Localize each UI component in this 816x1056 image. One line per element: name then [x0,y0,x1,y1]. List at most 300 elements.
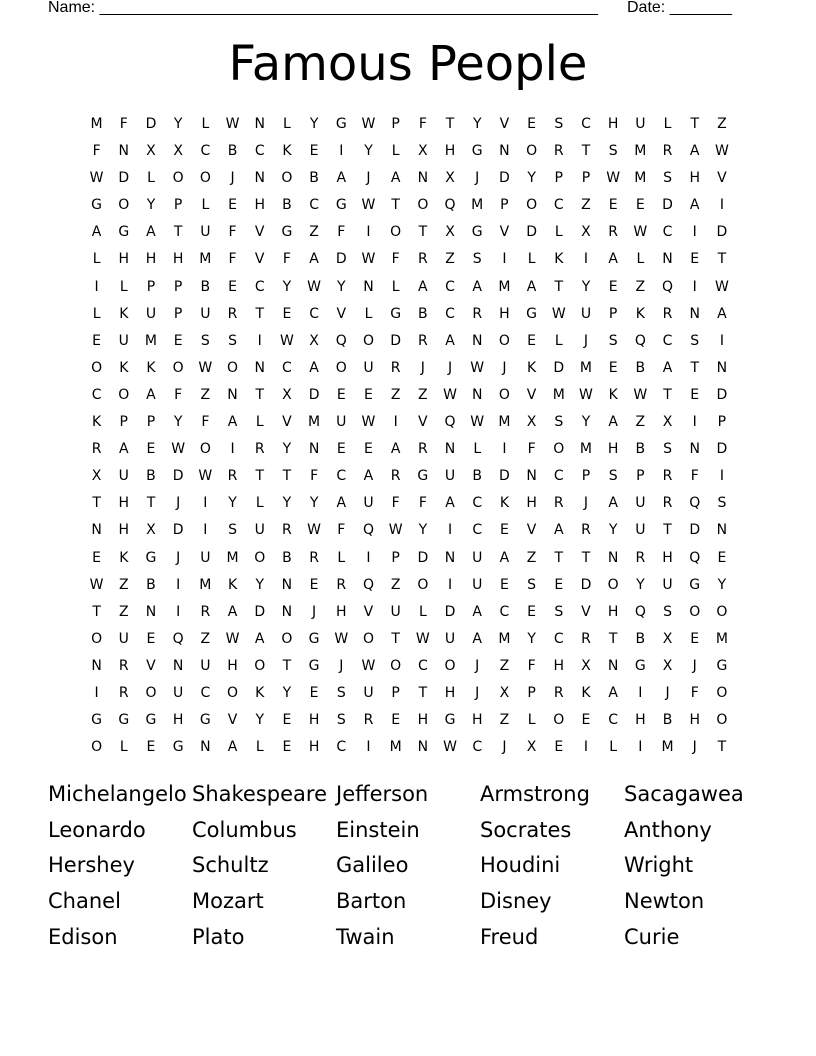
grid-letter: Z [200,630,211,647]
grid-letter: L [201,116,210,132]
grid-letter: I [203,495,208,512]
grid-letter: N [689,305,700,322]
grid-letter: J [475,684,480,701]
grid-letter: O [689,603,701,620]
grid-letter: N [363,278,374,295]
grid-letter: G [471,143,483,160]
grid-letter: W [198,468,213,485]
grid-letter: K [581,684,591,701]
grid-letter: M [144,332,158,349]
grid-letter: U [662,576,673,593]
word-list-item: Freud [480,924,539,949]
grid-letter: X [581,657,591,674]
grid-letter: B [200,278,211,295]
grid-letter: B [146,468,156,485]
word-list-item: Newton [624,889,705,914]
grid-letter: U [472,576,483,593]
grid-letter: B [146,576,156,593]
grid-letter: J [447,359,453,376]
grid-letter: Z [118,603,129,620]
grid-letter: D [662,197,673,214]
grid-letter: N [281,603,293,620]
grid-letter: T [418,224,428,241]
word-list-item: Galileo [336,853,409,878]
grid-row [83,736,736,763]
grid-letter: W [279,332,294,349]
grid-letter: O [498,332,510,349]
grid-letter: R [417,251,428,268]
grid-letter: E [336,386,346,403]
grid-letter: N [471,332,483,349]
grid-letter: O [390,224,402,241]
word-list-item: Socrates [480,817,572,842]
grid-letter: F [418,116,427,132]
grid-letter: F [310,468,319,485]
grid-letter: O [91,359,103,376]
grid-letter: Z [309,224,319,241]
grid-letter: D [308,386,320,403]
grid-letter: O [607,576,619,593]
grid-letter: Y [255,576,264,593]
grid-letter: H [444,684,456,701]
grid-letter: W [551,305,566,322]
grid-letter: M [199,251,212,268]
grid-letter: T [391,630,400,647]
grid-letter: X [499,684,510,701]
grid-letter: A [662,359,673,376]
grid-letter: A [472,278,482,295]
grid-letter: M [579,359,593,376]
grid-letter: I [176,576,181,593]
grid-letter: S [336,712,346,729]
grid-letter: R [390,468,401,485]
grid-letter: H [227,657,238,674]
grid-row [83,276,736,303]
grid-letter: Z [499,712,510,729]
grid-letter: J [312,603,317,620]
grid-letter: G [91,197,103,214]
grid-letter: T [581,549,591,566]
grid-letter: W [307,278,322,295]
grid-letter: S [690,332,700,349]
word-list-item: Twain [336,924,395,949]
grid-letter: N [444,441,456,458]
grid-letter: A [254,630,265,647]
grid-letter: U [118,630,129,647]
grid-letter: M [199,576,212,593]
grid-letter: U [444,468,456,485]
grid-letter: X [91,468,102,485]
grid-row [83,303,736,330]
grid-letter: A [717,305,727,322]
grid-letter: A [418,278,428,295]
grid-letter: O [227,359,239,376]
grid-letter: F [527,657,536,674]
grid-letter: G [308,630,320,647]
word-list-item: Michelangelo [48,782,187,806]
grid-letter: O [362,332,374,349]
page-title: Famous People [228,36,588,92]
grid-letter: A [336,170,347,187]
grid-letter: D [499,170,510,187]
grid-letter: C [608,712,619,729]
grid-letter: U [363,495,374,512]
grid-letter: T [282,468,292,485]
grid-letter: K [227,576,238,593]
grid-letter: Q [634,332,646,349]
word-list-item: Chanel [48,889,121,914]
grid-letter: W [633,386,648,403]
grid-letter: K [527,359,537,376]
grid-letter: H [499,305,510,322]
grid-letter: W [361,197,376,214]
grid-letter: N [444,549,456,566]
grid-letter: J [502,359,507,376]
grid-letter: N [607,549,619,566]
grid-letter: X [662,630,673,647]
grid-letter: F [527,441,536,458]
grid-letter: D [499,468,510,485]
grid-letter: W [361,414,376,431]
word-list-item: Wright [624,853,694,878]
grid-letter: E [499,522,509,539]
grid-letter: E [690,251,700,268]
grid-letter: J [583,332,589,349]
grid-letter: M [308,414,321,431]
grid-letter: H [553,657,565,674]
grid-letter: S [554,116,564,132]
grid-letter: J [420,359,425,376]
grid-letter: C [200,143,211,160]
grid-letter: Q [444,414,456,431]
grid-letter: I [366,224,371,241]
grid-letter: W [334,630,349,647]
grid-letter: N [200,739,211,756]
grid-letter: F [690,468,699,485]
grid-letter: R [472,305,483,322]
grid-letter: S [663,170,672,187]
grid-letter: C [91,386,102,403]
grid-letter: E [92,332,102,349]
grid-letter: L [92,305,101,322]
grid-letter: T [608,630,618,647]
grid-letter: K [499,495,509,512]
grid-letter: W [225,630,240,647]
grid-letter: C [553,468,564,485]
grid-letter: K [119,359,129,376]
grid-letter: E [364,441,373,458]
grid-letter: E [282,739,292,756]
grid-letter: Z [118,576,129,593]
grid-letter: V [581,603,591,620]
word-list-row [48,885,768,921]
word-list-item: Armstrong [480,782,590,806]
grid-letter: V [254,251,265,268]
grid-letter: Q [634,603,646,620]
grid-letter: U [472,549,483,566]
grid-letter: A [553,522,564,539]
grid-letter: Y [309,495,319,512]
word-list-item: Edison [48,924,118,949]
grid-letter: G [716,657,728,674]
grid-letter: S [200,332,210,349]
grid-letter: D [716,441,728,458]
grid-letter: Y [717,576,727,593]
grid-letter: N [417,739,429,756]
grid-letter: E [309,576,319,593]
grid-letter: W [388,522,403,539]
grid-letter: M [389,739,402,756]
grid-letter: U [118,468,129,485]
grid-letter: C [254,143,265,160]
grid-letter: R [118,657,129,674]
grid-row [83,547,736,574]
grid-letter: I [257,332,262,349]
grid-letter: N [118,143,130,160]
grid-letter: L [255,414,264,431]
grid-letter: N [716,359,728,376]
grid-letter: S [608,468,618,485]
grid-letter: W [89,170,104,187]
grid-letter: O [118,386,130,403]
grid-letter: E [527,603,537,620]
grid-letter: Q [335,332,347,349]
grid-letter: S [663,441,672,458]
grid-letter: W [198,359,213,376]
grid-letter: K [119,549,129,566]
grid-letter: C [445,278,455,295]
grid-letter: H [336,603,347,620]
grid-letter: O [716,603,728,620]
grid-letter: E [336,441,346,458]
grid-letter: R [553,143,564,160]
grid-letter: L [119,739,128,756]
grid-letter: C [662,224,673,241]
grid-letter: P [581,468,591,485]
grid-letter: N [716,522,728,539]
grid-letter: R [118,684,129,701]
grid-letter: N [254,359,265,376]
grid-letter: R [363,712,374,729]
grid-letter: L [527,712,536,729]
grid-letter: M [552,386,565,403]
grid-letter: R [390,359,401,376]
grid-row [83,438,736,465]
grid-letter: I [719,468,724,485]
grid-letter: F [391,495,400,512]
grid-letter: S [228,522,237,539]
grid-letter: Y [581,414,591,431]
grid-letter: T [663,522,672,539]
grid-letter: Z [717,116,727,132]
grid-letter: A [608,495,618,512]
grid-letter: R [662,143,673,160]
grid-letter: U [145,305,157,322]
grid-letter: H [607,441,619,458]
grid-letter: O [362,630,374,647]
grid-letter: I [339,143,344,160]
grid-row [83,194,736,221]
grid-letter: C [553,197,564,214]
grid-letter: G [199,712,211,729]
grid-letter: R [254,441,265,458]
grid-letter: E [146,441,156,458]
grid-letter: X [526,414,537,431]
grid-letter: X [445,224,455,241]
grid-letter: B [635,441,646,458]
grid-letter: D [526,224,537,241]
grid-letter: R [227,305,238,322]
grid-letter: U [254,522,265,539]
grid-letter: J [692,739,697,756]
grid-letter: U [200,305,211,322]
grid-letter: Y [282,441,292,458]
grid-letter: I [692,278,697,295]
grid-letter: M [634,170,647,187]
grid-letter: A [445,332,455,349]
grid-letter: M [634,143,647,160]
grid-letter: H [526,495,537,512]
grid-letter: G [335,197,347,214]
word-list-item: Schultz [192,853,269,878]
grid-letter: U [200,657,211,674]
grid-letter: I [502,251,507,268]
grid-letter: L [201,197,210,214]
grid-letter: R [91,441,102,458]
grid-letter: Q [662,278,674,295]
grid-letter: A [390,441,401,458]
grid-letter: N [662,251,673,268]
grid-letter: F [418,495,427,512]
grid-letter: W [307,522,322,539]
grid-letter: C [200,684,211,701]
grid-letter: C [662,332,673,349]
grid-letter: A [227,603,238,620]
grid-letter: H [607,603,619,620]
grid-letter: Z [526,549,537,566]
grid-row [83,628,736,655]
grid-letter: X [173,143,183,160]
grid-letter: I [638,739,643,756]
grid-letter: P [527,684,536,701]
grid-letter: E [146,630,156,647]
grid-letter: E [527,332,537,349]
grid-letter: P [581,170,591,187]
grid-letter: R [417,441,428,458]
grid-letter: H [662,549,673,566]
grid-letter: H [607,116,619,132]
grid-letter: D [390,332,402,349]
grid-letter: V [499,116,510,132]
grid-letter: O [716,712,728,729]
grid-letter: A [363,468,374,485]
grid-letter: H [118,495,130,512]
grid-letter: X [146,143,156,160]
grid-letter: S [554,414,564,431]
grid-letter: K [554,251,564,268]
grid-letter: P [173,278,183,295]
grid-letter: C [581,116,591,132]
grid-letter: T [690,116,699,132]
grid-letter: F [337,522,346,539]
grid-letter: Y [472,116,482,132]
grid-letter: I [203,522,208,539]
grid-letter: X [418,143,428,160]
grid-letter: L [554,332,563,349]
grid-letter: G [118,712,130,729]
grid-letter: T [554,549,564,566]
grid-letter: G [689,576,701,593]
grid-letter: Z [390,386,401,403]
grid-letter: B [472,468,483,485]
grid-letter: M [498,414,511,431]
grid-letter: N [91,522,102,539]
grid-letter: H [635,712,646,729]
grid-letter: H [172,712,184,729]
grid-letter: I [583,739,589,756]
grid-letter: O [227,684,239,701]
grid-row [83,357,736,384]
grid-letter: D [254,603,266,620]
grid-row [83,167,736,194]
grid-letter: J [502,739,507,756]
grid-letter: O [553,441,565,458]
grid-letter: W [579,386,593,403]
grid-letter: A [309,359,319,376]
grid-letter: B [227,143,238,160]
grid-letter: P [146,278,156,295]
grid-letter: P [173,305,183,322]
grid-letter: X [445,170,455,187]
grid-letter: E [608,197,618,214]
grid-letter: E [690,630,700,647]
grid-letter: E [717,549,727,566]
grid-letter: O [172,359,184,376]
grid-letter: Q [362,522,374,539]
grid-letter: G [444,712,456,729]
word-list-item: Houdini [480,853,561,878]
grid-letter: H [689,712,700,729]
grid-letter: R [282,522,292,539]
grid-letter: U [635,522,646,539]
grid-letter: C [499,603,510,620]
grid-letter: C [336,739,347,756]
grid-row [83,248,736,275]
grid-letter: R [417,332,428,349]
grid-letter: G [308,657,320,674]
grid-letter: J [366,170,371,187]
grid-letter: O [199,170,211,187]
grid-letter: S [554,603,564,620]
grid-letter: X [662,414,673,431]
grid-row [83,221,736,248]
grid-letter: Y [608,522,618,539]
grid-letter: O [498,386,510,403]
grid-letter: Y [228,495,237,512]
grid-letter: J [692,657,697,674]
grid-letter: O [553,712,565,729]
grid-letter: J [176,549,181,566]
grid-letter: N [607,657,619,674]
grid-letter: B [662,712,673,729]
grid-letter: V [363,603,374,620]
grid-letter: T [445,116,455,132]
grid-letter: B [635,630,646,647]
grid-letter: A [689,197,700,214]
word-list-item: Columbus [192,817,297,842]
grid-letter: C [336,468,347,485]
grid-letter: G [335,116,347,132]
